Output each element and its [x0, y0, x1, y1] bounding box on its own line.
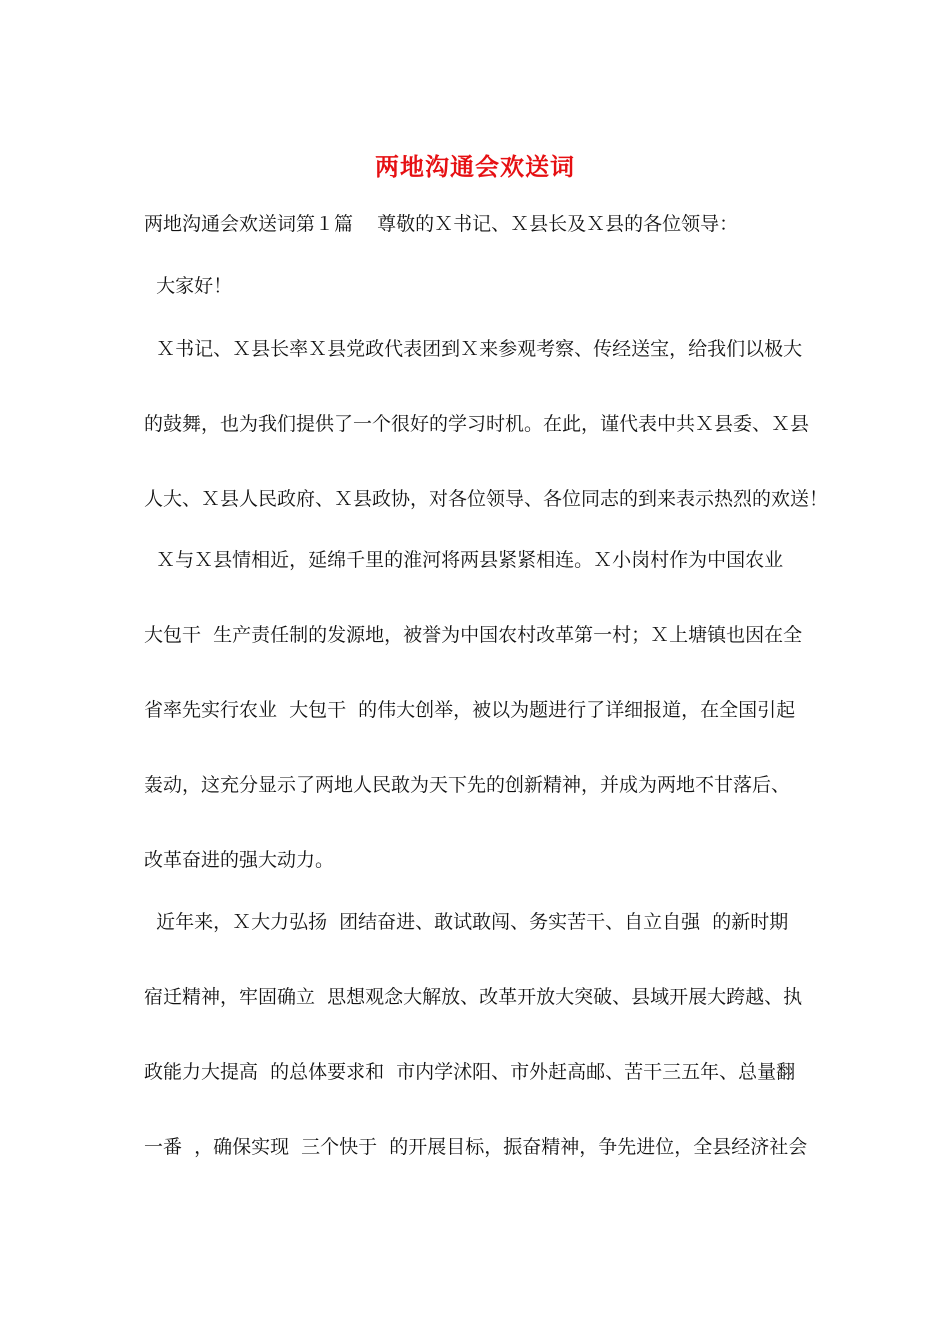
- paragraph-line: 近年来，Ｘ大力弘扬 团结奋进、敢试敢闯、务实苦干、自立自强 的新时期: [144, 911, 789, 933]
- document-title: 两地沟通会欢送词: [375, 152, 575, 181]
- paragraph-line: 轰动，这充分显示了两地人民敢为天下先的创新精神，并成为两地不甘落后、: [144, 774, 791, 796]
- paragraph-line: 大家好！: [144, 275, 233, 297]
- paragraph-line: 政能力大提高 的总体要求和 市内学沭阳、市外赶高邮、苦干三五年、总量翻: [144, 1061, 796, 1083]
- paragraph-line: Ｘ与Ｘ县情相近，延绵千里的淮河将两县紧紧相连。Ｘ小岗村作为中国农业: [144, 549, 784, 571]
- paragraph-line: 的鼓舞，也为我们提供了一个很好的学习时机。在此，谨代表中共Ｘ县委、Ｘ县: [144, 413, 810, 435]
- paragraph-line: 宿迁精神，牢固确立 思想观念大解放、改革开放大突破、县域开展大跨越、执: [144, 986, 803, 1008]
- paragraph-line: 省率先实行农业 大包干 的伟大创举，被以为题进行了详细报道，在全国引起: [144, 699, 796, 721]
- paragraph-line: 大包干 生产责任制的发源地，被誉为中国农村改革第一村；Ｘ上塘镇也因在全: [144, 624, 803, 646]
- paragraph-line: 一番 ，确保实现 三个快于 的开展目标，振奋精神，争先进位，全县经济社会: [144, 1136, 808, 1158]
- paragraph-line: 两地沟通会欢送词第１篇 尊敬的Ｘ书记、Ｘ县长及Ｘ县的各位领导：: [144, 213, 739, 235]
- paragraph-line: Ｘ书记、Ｘ县长率Ｘ县党政代表团到Ｘ来参观考察、传经送宝，给我们以极大: [144, 338, 803, 360]
- paragraph-line: 改革奋进的强大动力。: [144, 849, 335, 871]
- paragraph-line: 人大、Ｘ县人民政府、Ｘ县政协，对各位领导、各位同志的到来表示热烈的欢送！: [144, 488, 829, 510]
